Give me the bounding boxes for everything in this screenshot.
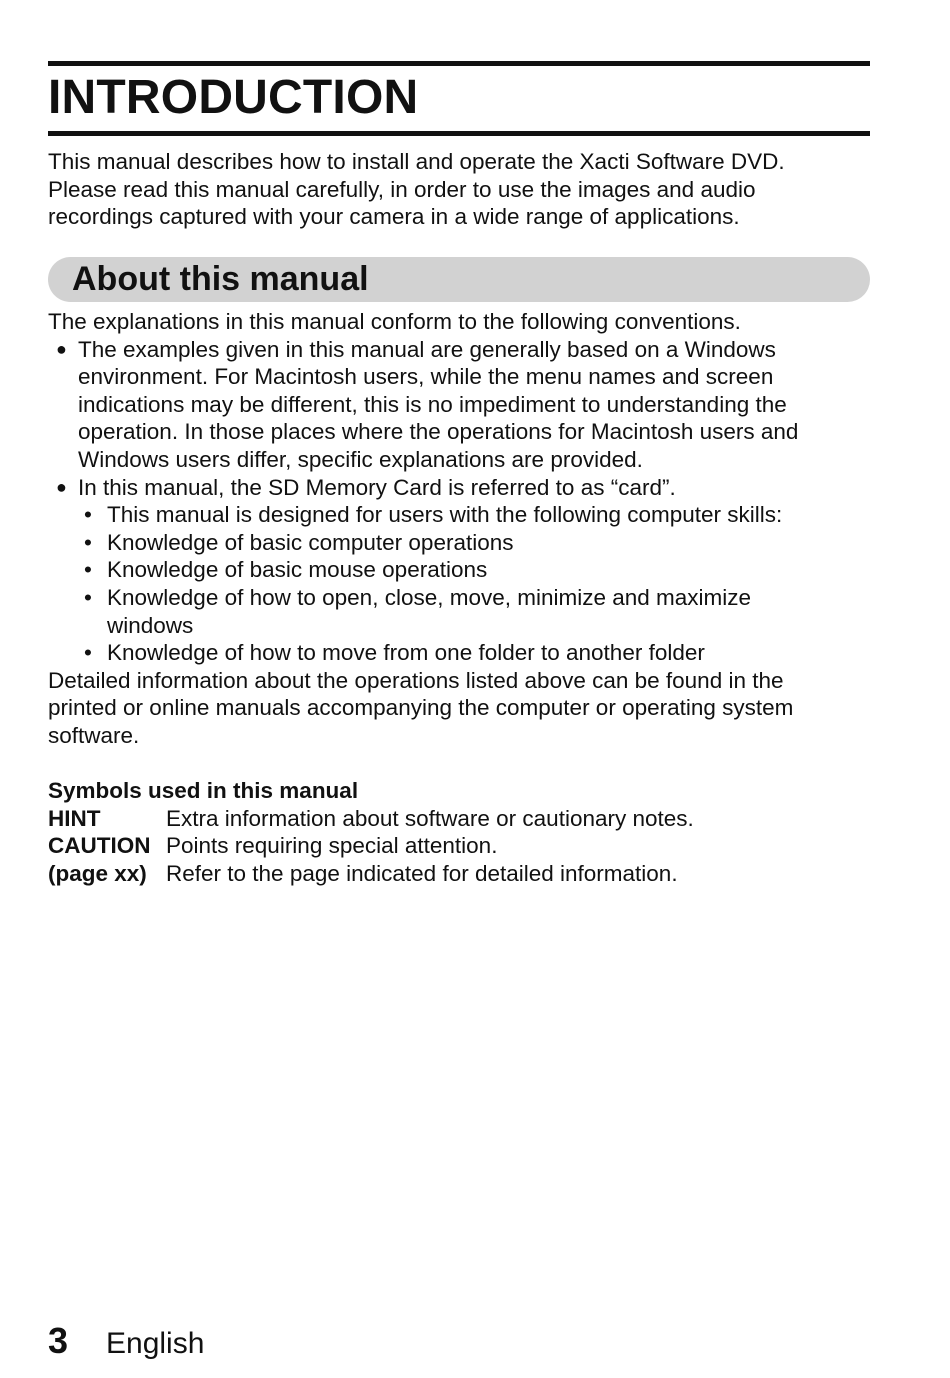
section-header-bar <box>48 257 870 302</box>
sub-bullet-line: Knowledge of basic computer operations <box>107 529 514 555</box>
bullet-dot-icon: ● <box>56 338 67 359</box>
language-label: English <box>106 1327 205 1360</box>
symbol-desc: Refer to the page indicated for detailed information. <box>166 860 678 886</box>
bullet-item <box>48 336 870 474</box>
sub-bullet-item <box>48 556 870 584</box>
sub-bullet-dot-icon: • <box>84 502 92 528</box>
closing-line: printed or online manuals accompanying the computer or operating system <box>48 695 794 721</box>
bullet-line: In this manual, the SD Memory Card is referred to as “card”. <box>78 474 676 500</box>
sub-bullet-item <box>48 584 870 639</box>
page-number: 3 <box>48 1320 69 1361</box>
intro-paragraph <box>48 148 870 231</box>
title-rule-bottom <box>48 131 870 136</box>
section-lead: The explanations in this manual conform to the following conventions. <box>48 309 741 334</box>
sub-bullet-text <box>107 584 751 639</box>
bullet-text <box>78 336 798 474</box>
bullet-text <box>78 474 676 502</box>
page-footer <box>48 1320 204 1362</box>
bullet-line: indications may be different, this is no impediment to understanding the <box>78 391 787 417</box>
sub-bullet-line: Knowledge of basic mouse operations <box>107 557 488 583</box>
sub-bullet-dot-icon: • <box>84 529 92 555</box>
sub-bullet-text <box>107 556 487 584</box>
symbol-desc: Extra information about software or cautionary notes. <box>166 805 694 831</box>
bullet-dot-icon: ● <box>56 476 67 497</box>
symbol-key: (page xx) <box>48 860 147 886</box>
bullet-line: The examples given in this manual are generally based on a Windows <box>78 336 776 362</box>
symbol-row <box>48 805 870 833</box>
sub-bullet-text <box>107 529 514 557</box>
sub-bullet-line: windows <box>107 612 194 638</box>
sub-bullet-line: This manual is designed for users with the following computer skills: <box>107 502 783 528</box>
intro-line: This manual describes how to install and operate the Xacti Software DVD. <box>48 149 785 174</box>
symbol-row <box>48 832 870 860</box>
symbols-heading: Symbols used in this manual <box>48 778 359 803</box>
bullet-line: environment. For Macintosh users, while the menu names and screen <box>78 364 774 390</box>
title-rule-top <box>48 61 870 66</box>
sub-bullet-dot-icon: • <box>84 640 92 666</box>
intro-line: recordings captured with your camera in a wide range of applications. <box>48 204 740 230</box>
symbol-key: HINT <box>48 805 101 831</box>
section-title: About this manual <box>72 260 369 298</box>
sub-bullet-dot-icon: • <box>84 584 92 610</box>
sub-bullet-line: Knowledge of how to open, close, move, minimize and maximize <box>107 584 752 610</box>
sub-bullet-line: Knowledge of how to move from one folder to another folder <box>107 640 705 666</box>
page-title: INTRODUCTION <box>48 71 419 124</box>
bullet-line: Windows users differ, specific explanations are provided. <box>78 446 643 472</box>
symbol-desc: Points requiring special attention. <box>166 833 498 859</box>
symbol-key: CAUTION <box>48 833 151 859</box>
intro-line: Please read this manual carefully, in order to use the images and audio <box>48 176 756 202</box>
symbol-row <box>48 860 870 888</box>
sub-bullet-text <box>107 501 782 529</box>
section-body <box>48 308 870 750</box>
bullet-line: operation. In those places where the operations for Macintosh users and <box>78 419 799 445</box>
symbols-block <box>48 777 870 887</box>
sub-bullet-item <box>48 501 870 529</box>
sub-bullet-item <box>48 529 870 557</box>
sub-bullet-dot-icon: • <box>84 557 92 583</box>
sub-bullet-item <box>48 639 870 667</box>
sub-bullet-text <box>107 639 705 667</box>
bullet-item <box>48 474 870 502</box>
closing-line: software. <box>48 722 140 748</box>
closing-line: Detailed information about the operations listed above can be found in the <box>48 667 784 693</box>
